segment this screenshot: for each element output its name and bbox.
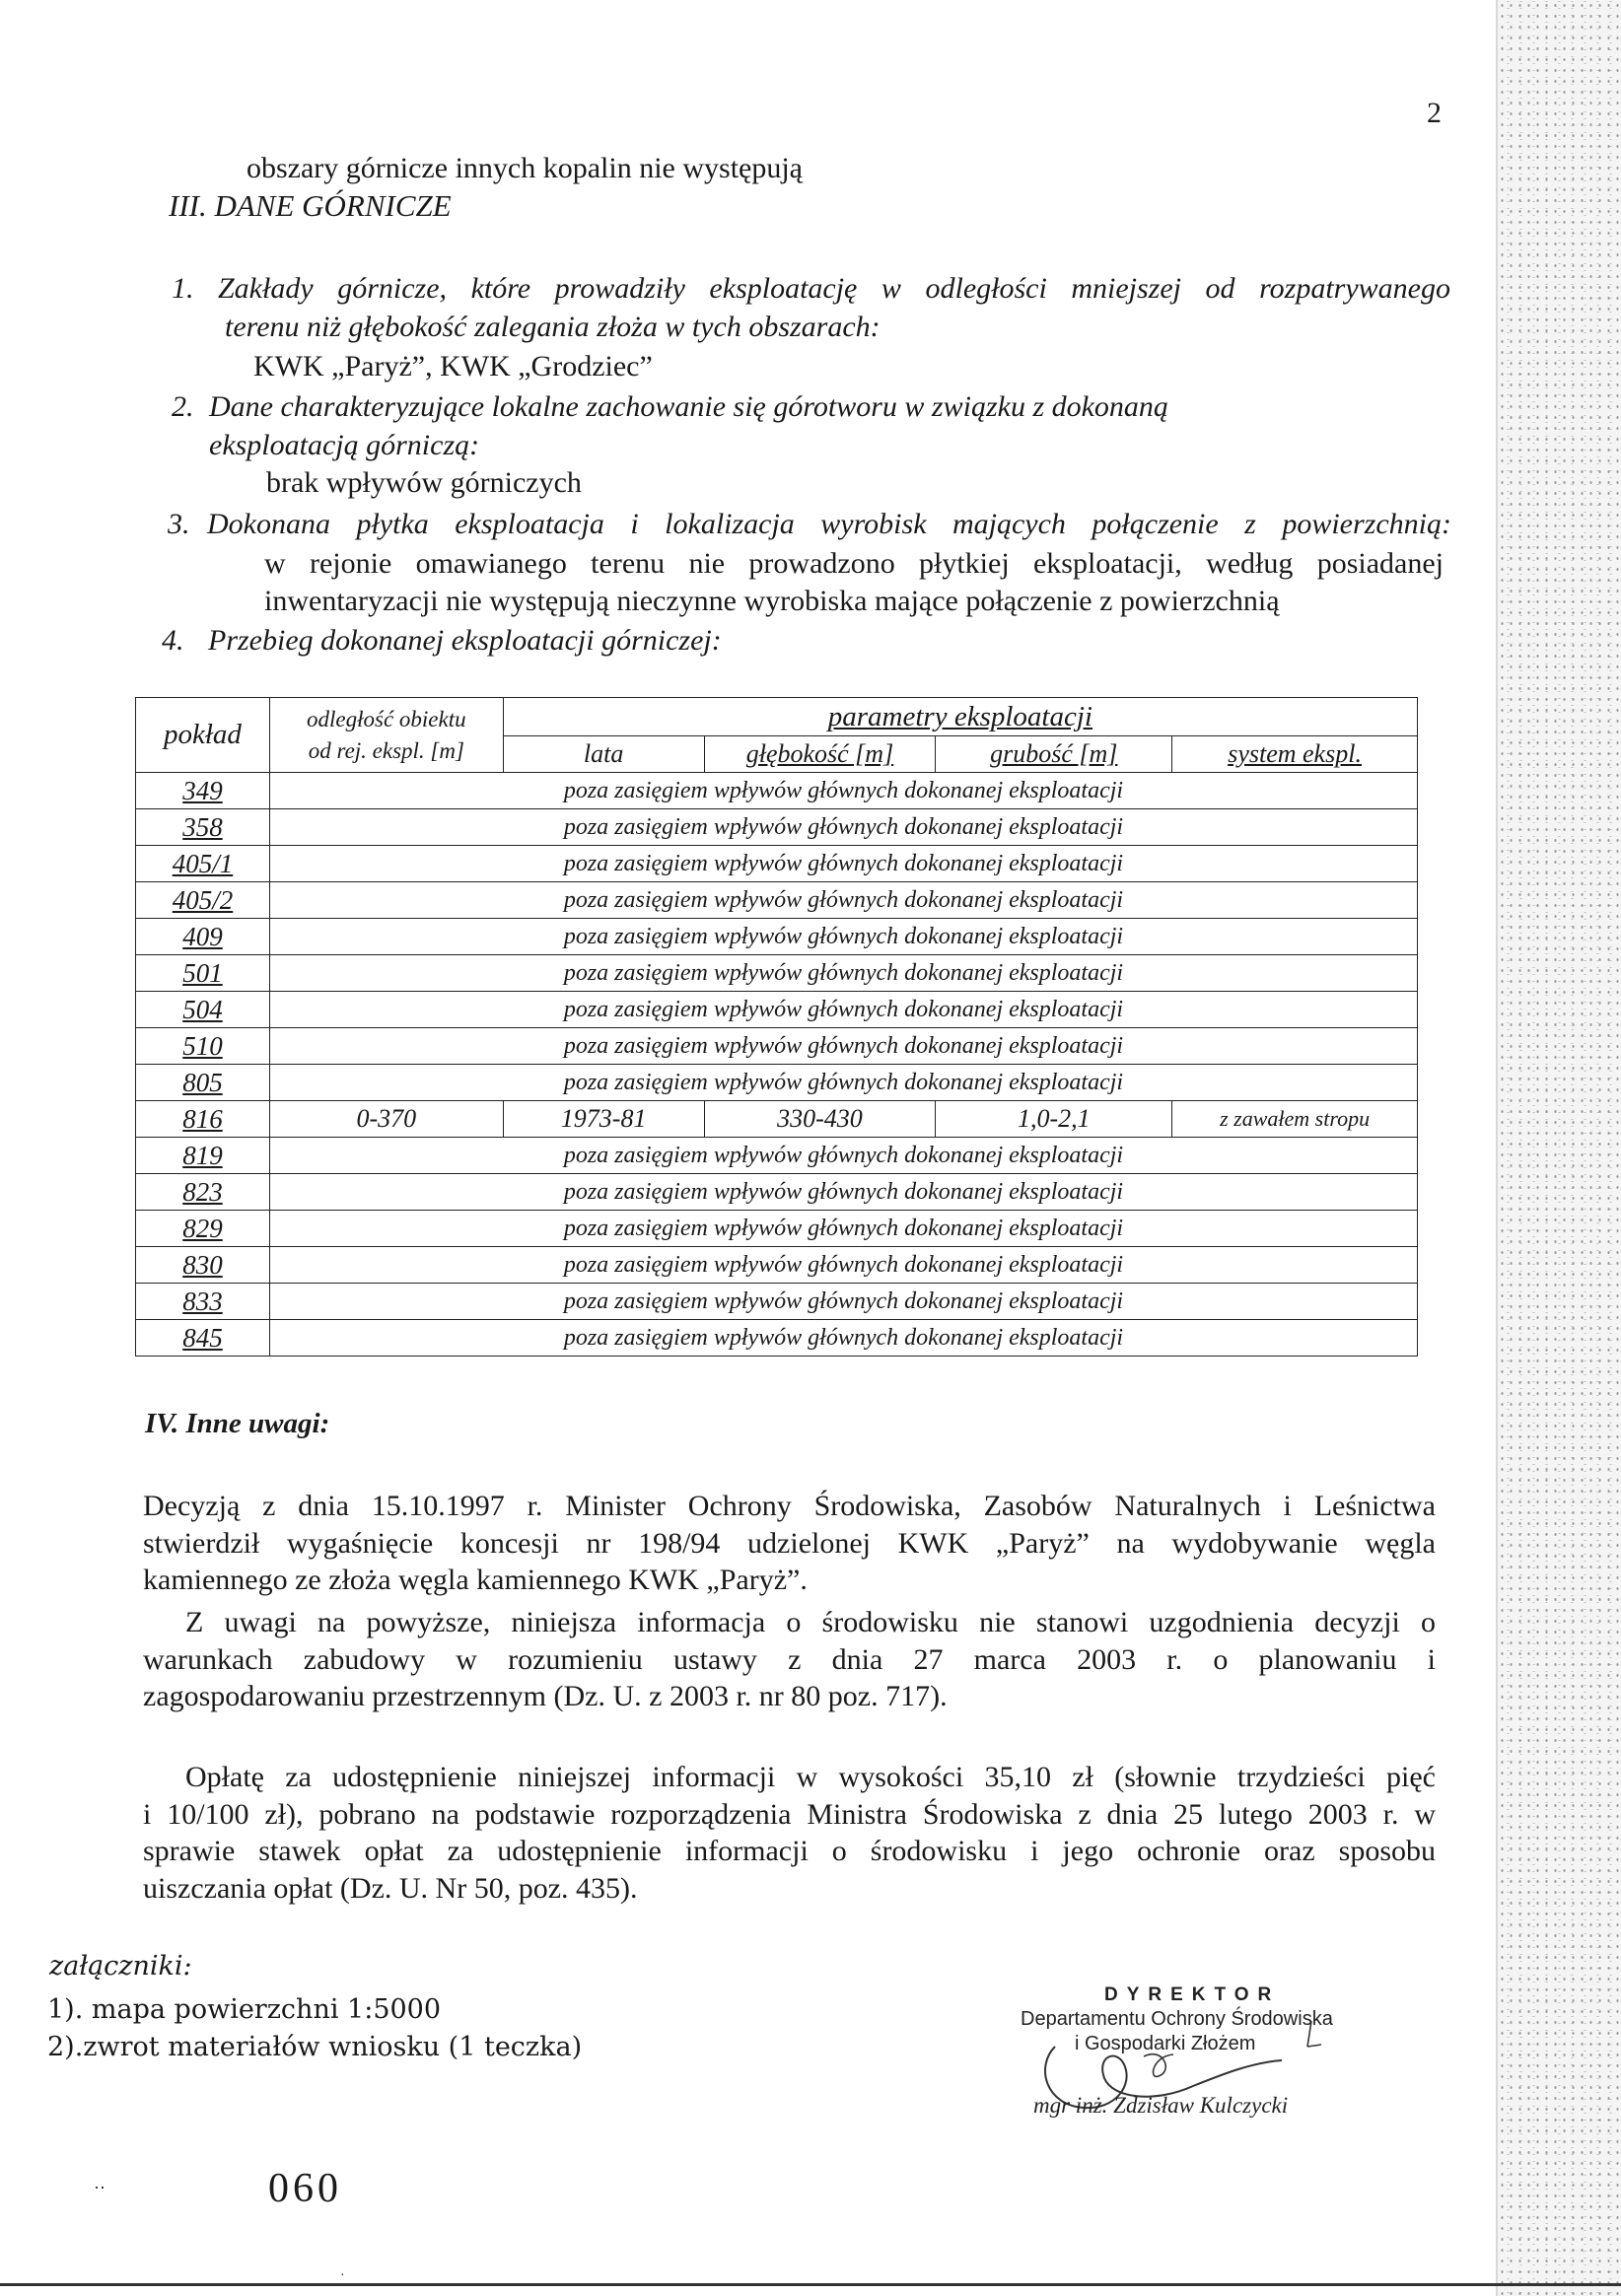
cell-poklad: 833 <box>136 1284 270 1320</box>
cell-outside-note: poza zasięgiem wpływów głównych dokonanej eksploatacji <box>269 846 1417 882</box>
paragraph-1-line-2: stwierdził wygaśnięcie koncesji nr 198/94 udzielonej KWK „Paryż” na wydobywanie węgla <box>143 1526 1436 1560</box>
section-3-heading: III. DANE GÓRNICZE <box>169 188 452 223</box>
bottom-scan-line <box>0 2283 1621 2286</box>
paragraph-3-line-4: uiszczania opłat (Dz. U. Nr 50, poz. 435). <box>143 1871 638 1905</box>
table-row <box>136 955 1418 992</box>
item-2-title-line-1: Dane charakteryzujące lokalne zachowanie się górotworu w związku z dokonaną <box>209 390 1168 423</box>
paragraph-2-line-3: zagospodarowaniu przestrzennym (Dz. U. z 2003 r. nr 80 poz. 717). <box>143 1680 948 1712</box>
cell-outside-note: poza zasięgiem wpływów głównych dokonanej eksploatacji <box>269 1211 1417 1247</box>
cell-poklad: 816 <box>136 1101 270 1138</box>
table-row <box>136 809 1418 846</box>
cell-poklad: 501 <box>136 955 270 992</box>
item-1-title-line-1: Zakłady górnicze, które prowadziły eksploatację w odległości mniejszej od rozpatrywanego <box>218 272 1450 305</box>
cell-poklad: 830 <box>136 1247 270 1284</box>
table-row <box>136 919 1418 955</box>
cell-outside-note: poza zasięgiem wpływów głównych dokonanej eksploatacji <box>269 1065 1417 1101</box>
cell-grubosc: 1,0-2,1 <box>936 1101 1172 1138</box>
cell-poklad: 819 <box>136 1138 270 1174</box>
paragraph-1 <box>143 1488 1436 1599</box>
item-2-title-line-2: eksploatacją górniczą: <box>209 429 480 461</box>
header-poklad: pokład <box>136 698 270 773</box>
paragraph-3-line-1: Opłatę za udostępnienie niniejszej informacji w wysokości 35,10 zł (słownie trzydzieści pięć <box>185 1761 1436 1793</box>
table-row <box>136 1174 1418 1211</box>
table-row <box>136 1065 1418 1101</box>
table-row <box>136 1284 1418 1320</box>
cell-outside-note: poza zasięgiem wpływów głównych dokonanej eksploatacji <box>269 1138 1417 1174</box>
item-2-number: 2. <box>172 390 194 423</box>
paragraph-3 <box>143 1759 1436 1907</box>
attachment-1: 1). mapa powierzchni 1:5000 <box>47 1994 442 2025</box>
stray-dot: · <box>340 2268 345 2283</box>
paragraph-2-line-2: warunkach zabudowy w rozumieniu ustawy z dnia 27 marca 2003 r. o planowaniu i <box>143 1642 1436 1676</box>
table-row <box>136 773 1418 809</box>
stamp-title: DYREKTOR <box>1104 1984 1281 2005</box>
item-3-body-line-1: w rejonie omawianego terenu nie prowadzono płytkiej eksploatacji, według posiadanej <box>264 547 1444 580</box>
header-glebokosc: głębokość [m] <box>704 736 936 773</box>
header-params: parametry eksploatacji <box>503 698 1417 736</box>
paragraph-3-line-3: sprawie stawek opłat za udostępnienie informacji o środowisku i jego ochronie oraz sposobu <box>143 1835 1436 1867</box>
cell-poklad: 349 <box>136 773 270 809</box>
paragraph-2-line-1: Z uwagi na powyższe, niniejsza informacja o środowisku nie stanowi uzgodnienia decyzji o <box>185 1606 1436 1638</box>
attachments-label: załączniki: <box>49 1951 192 1982</box>
cell-outside-note: poza zasięgiem wpływów głównych dokonanej eksploatacji <box>269 992 1417 1028</box>
mining-table-body <box>136 773 1418 1357</box>
cell-outside-note: poza zasięgiem wpływów głównych dokonanej eksploatacji <box>269 1247 1417 1284</box>
header-distance <box>269 698 503 773</box>
cell-poklad: 358 <box>136 809 270 846</box>
cell-outside-note: poza zasięgiem wpływów głównych dokonanej eksploatacji <box>269 809 1417 846</box>
item-3-title: Dokonana płytka eksploatacja i lokalizacja wyrobisk mających połączenie z powierzchnią: <box>207 508 1451 540</box>
table-row <box>136 1028 1418 1065</box>
cell-outside-note: poza zasięgiem wpływów głównych dokonanej eksploatacji <box>269 919 1417 955</box>
table-row <box>136 1101 1418 1138</box>
header-lata: lata <box>503 736 704 773</box>
cell-outside-note: poza zasięgiem wpływów głównych dokonanej eksploatacji <box>269 1284 1417 1320</box>
cell-poklad: 823 <box>136 1174 270 1211</box>
cell-outside-note: poza zasięgiem wpływów głównych dokonanej eksploatacji <box>269 882 1417 919</box>
page-number: 2 <box>1427 97 1442 129</box>
table-row <box>136 992 1418 1028</box>
mining-table <box>135 697 1418 1357</box>
attachment-2: 2).zwrot materiałów wniosku (1 teczka) <box>47 2032 583 2062</box>
cell-poklad: 504 <box>136 992 270 1028</box>
header-distance-line-2: od rej. ekspl. [m] <box>308 737 464 763</box>
cell-outside-note: poza zasięgiem wpływów głównych dokonanej eksploatacji <box>269 1174 1417 1211</box>
item-3-number: 3. <box>168 508 190 540</box>
item-1-number: 1. <box>172 272 194 305</box>
cell-poklad: 409 <box>136 919 270 955</box>
cell-outside-note: poza zasięgiem wpływów głównych dokonanej eksploatacji <box>269 1320 1417 1357</box>
cell-poklad: 845 <box>136 1320 270 1357</box>
document-number: 060 <box>268 2166 342 2211</box>
table-row <box>136 1211 1418 1247</box>
item-4-number: 4. <box>162 624 184 657</box>
scan-edge-line <box>1496 0 1498 2296</box>
table-row <box>136 1320 1418 1357</box>
cell-outside-note: poza zasięgiem wpływów głównych dokonanej eksploatacji <box>269 773 1417 809</box>
signature-name: mgr inż. Zdzisław Kulczycki <box>1033 2093 1289 2118</box>
cell-outside-note: poza zasięgiem wpływów głównych dokonanej eksploatacji <box>269 955 1417 992</box>
item-4-title: Przebieg dokonanej eksploatacji górniczej: <box>208 624 722 657</box>
stamp-line-1: Departamentu Ochrony Środowiska <box>1021 2008 1333 2030</box>
header-grubosc: grubość [m] <box>936 736 1172 773</box>
section-4-heading: IV. Inne uwagi: <box>145 1408 330 1439</box>
table-row <box>136 882 1418 919</box>
item-3-body-line-2: inwentaryzacji nie występują nieczynne wyrobiska mające połączenie z powierzchnią <box>264 585 1280 617</box>
cell-poklad: 405/2 <box>136 882 270 919</box>
cell-system: z zawałem stropu <box>1172 1101 1418 1138</box>
scan-edge-noise <box>1498 0 1621 2296</box>
cell-poklad: 510 <box>136 1028 270 1065</box>
item-1-title-line-2: terenu niż głębokość zalegania złoża w tych obszarach: <box>225 311 881 343</box>
intro-line: obszary górnicze innych kopalin nie występują <box>247 152 803 184</box>
paragraph-1-line-3: kamiennego ze złoża węgla kamiennego KWK „Paryż”. <box>143 1564 808 1596</box>
stamp-line-2: i Gospodarki Złożem <box>1075 2033 1256 2054</box>
cell-glebokosc: 330-430 <box>704 1101 936 1138</box>
item-2-body: brak wpływów górniczych <box>266 466 582 499</box>
header-system: system ekspl. <box>1172 736 1418 773</box>
table-row <box>136 846 1418 882</box>
cell-odleglosc: 0-370 <box>269 1101 503 1138</box>
stray-mark: ·· <box>94 2178 106 2197</box>
paragraph-3-line-2: i 10/100 zł), pobrano na podstawie rozporządzenia Ministra Środowiska z dnia 25 lutego 2003 r. w <box>143 1797 1436 1831</box>
cell-lata: 1973-81 <box>503 1101 704 1138</box>
cell-poklad: 829 <box>136 1211 270 1247</box>
cell-outside-note: poza zasięgiem wpływów głównych dokonanej eksploatacji <box>269 1028 1417 1065</box>
table-row <box>136 1138 1418 1174</box>
cell-poklad: 805 <box>136 1065 270 1101</box>
table-row <box>136 1247 1418 1284</box>
header-distance-line-1: odległość obiektu <box>307 707 466 732</box>
paragraph-1-line-1: Decyzją z dnia 15.10.1997 r. Minister Ochrony Środowiska, Zasobów Naturalnych i Leśnictwa <box>143 1490 1436 1522</box>
cell-poklad: 405/1 <box>136 846 270 882</box>
paragraph-2 <box>143 1604 1436 1715</box>
item-1-body: KWK „Paryż”, KWK „Grodziec” <box>253 350 653 383</box>
